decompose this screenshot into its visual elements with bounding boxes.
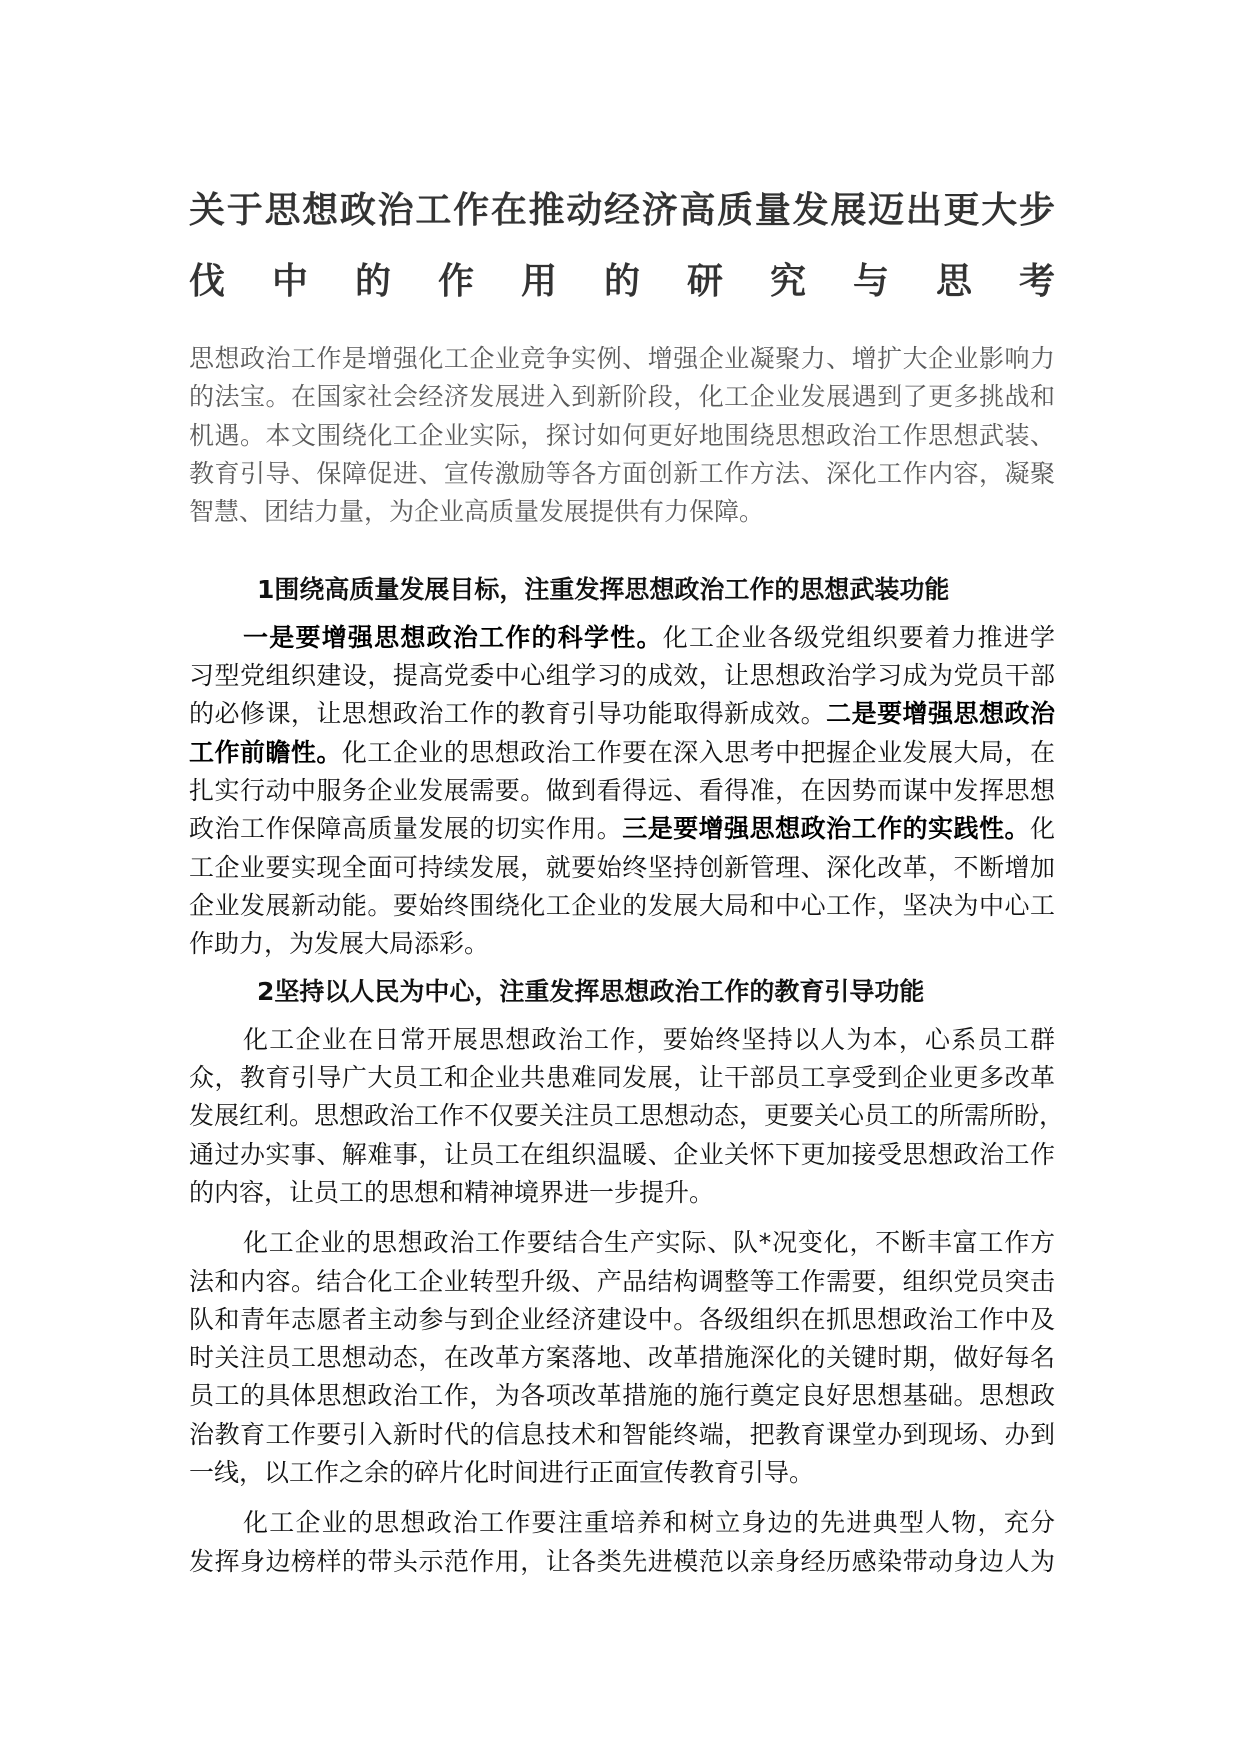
paragraph-line xyxy=(189,657,1055,695)
text-run: 化工企业的思想政治工作要结合生产实际、队*况变化，不断丰富工作方 xyxy=(243,1228,1055,1258)
text-run: 化工企业的思想政治工作要注重培养和树立身边的先进典型人物，充分 xyxy=(243,1508,1055,1538)
paragraph-line xyxy=(189,1059,1055,1097)
abstract-line: 机遇。本文围绕化工企业实际，探讨如何更好地围绕思想政治工作思想武装、 xyxy=(189,420,1055,450)
abstract-line: 智慧、团结力量，为企业高质量发展提供有力保障。 xyxy=(189,497,765,527)
text-run: 化工企业各级党组织要着力推进学 xyxy=(662,622,1055,652)
text-run: 的内容，让员工的思想和精神境界进一步提升。 xyxy=(189,1177,715,1207)
text-run: 员工的具体思想政治工作，为各项改革措施的施行奠定良好思想基础。思想政 xyxy=(189,1381,1055,1411)
abstract-line: 的法宝。在国家社会经济发展进入到新阶段，化工企业发展遇到了更多挑战和 xyxy=(189,382,1055,412)
paragraph-line xyxy=(189,810,1055,848)
text-run: 习型党组织建设，提高党委中心组学习的成效，让思想政治学习成为党员干部 xyxy=(189,661,1055,691)
body-paragraph xyxy=(189,1021,1065,1212)
paragraph-line xyxy=(189,734,1055,772)
text-run: 化工企业在日常开展思想政治工作，要始终坚持以人为本，心系员工群 xyxy=(243,1024,1055,1054)
text-run: 法和内容。结合化工企业转型升级、产品结构调整等工作需要，组织党员突击 xyxy=(189,1266,1055,1296)
document-title xyxy=(189,175,1055,317)
text-run: 扎实行动中服务企业发展需要。做到看得远、看得准，在因势而谋中发挥思想 xyxy=(189,775,1055,805)
bold-lead-phrase: 二是要增强思想政治 xyxy=(826,699,1055,729)
paragraph-line xyxy=(189,849,1055,887)
section-heading: 1围绕高质量发展目标，注重发挥思想政治工作的思想武装功能 xyxy=(257,575,950,605)
paragraph-line xyxy=(189,1301,1055,1339)
bold-lead-phrase: 一是要增强思想政治工作的科学性。 xyxy=(243,622,663,652)
bold-lead-phrase: 三是要增强思想政治工作的实践性。 xyxy=(622,814,1030,844)
text-run: 通过办实事、解难事，让员工在组织温暖、企业关怀下更加接受思想政治工作 xyxy=(189,1139,1055,1169)
text-run: 化工企业的思想政治工作要在深入思考中把握企业发展大局，在 xyxy=(341,737,1055,767)
document-body xyxy=(189,571,1065,1580)
text-run: 一线，以工作之余的碎片化时间进行正面宣传教育引导。 xyxy=(189,1458,815,1488)
document-page xyxy=(189,175,1065,1581)
abstract-line: 思想政治工作是增强化工企业竞争实例、增强企业凝聚力、增扩大企业影响力 xyxy=(189,344,1055,373)
paragraph-line xyxy=(189,1021,1055,1059)
abstract-paragraph xyxy=(189,340,1055,531)
text-run: 众，教育引导广大员工和企业共患难同发展，让干部员工享受到企业更多改革 xyxy=(189,1063,1055,1093)
text-run: 作助力，为发展大局添彩。 xyxy=(189,929,490,959)
text-run: 时关注员工思想动态，在改革方案落地、改革措施深化的关键时期，做好每名 xyxy=(189,1343,1055,1373)
text-run: 发挥身边榜样的带头示范作用，让各类先进模范以亲身经历感染带动身边人为 xyxy=(189,1546,1055,1576)
text-run: 的必修课，让思想政治工作的教育引导功能取得新成效。 xyxy=(189,699,827,729)
section-heading: 2坚持以人民为中心，注重发挥思想政治工作的教育引导功能 xyxy=(257,977,925,1007)
paragraph-line xyxy=(189,695,1055,733)
text-run: 企业发展新动能。要始终围绕化工企业的发展大局和中心工作，坚决为中心工 xyxy=(189,890,1055,920)
paragraph-line xyxy=(189,772,1055,810)
paragraph-line xyxy=(189,1377,1055,1415)
text-run: 政治工作保障高质量发展的切实作用。 xyxy=(189,814,623,844)
paragraph-line xyxy=(189,1416,1055,1454)
bold-lead-phrase: 工作前瞻性。 xyxy=(189,737,342,767)
paragraph-line xyxy=(189,925,1055,963)
text-run: 队和青年志愿者主动参与到企业经济建设中。各级组织在抓思想政治工作中及 xyxy=(189,1304,1055,1334)
paragraph-line xyxy=(189,1543,1055,1581)
text-run: 治教育工作要引入新时代的信息技术和智能终端，把教育课堂办到现场、办到 xyxy=(189,1419,1055,1449)
paragraph-line xyxy=(189,1224,1055,1262)
text-run: 发展红利。思想政治工作不仅要关注员工思想动态，更要关心员工的所需所盼， xyxy=(189,1101,1065,1131)
paragraph-line xyxy=(189,1263,1055,1301)
paragraph-line xyxy=(189,1097,1065,1135)
paragraph-line xyxy=(189,1136,1055,1174)
paragraph-line xyxy=(189,1454,1055,1492)
body-paragraph xyxy=(189,619,1055,964)
title-line: 关于思想政治工作在推动经济高质量发展迈出更大步 xyxy=(189,190,1055,231)
body-paragraph xyxy=(189,1504,1055,1581)
paragraph-line xyxy=(189,619,1055,657)
text-run: 工企业要实现全面可持续发展，就要始终坚持创新管理、深化改革，不断增加 xyxy=(189,852,1055,882)
abstract-line: 教育引导、保障促进、宣传激励等各方面创新工作方法、深化工作内容，凝聚 xyxy=(189,458,1055,488)
paragraph-line xyxy=(189,1504,1055,1542)
paragraph-line xyxy=(189,1339,1055,1377)
paragraph-line xyxy=(189,887,1055,925)
body-paragraph xyxy=(189,1224,1055,1492)
title-line: 伐中的作用的研究与思考 xyxy=(189,261,1055,302)
paragraph-line xyxy=(189,1174,1055,1212)
text-run: 化 xyxy=(1029,814,1055,844)
